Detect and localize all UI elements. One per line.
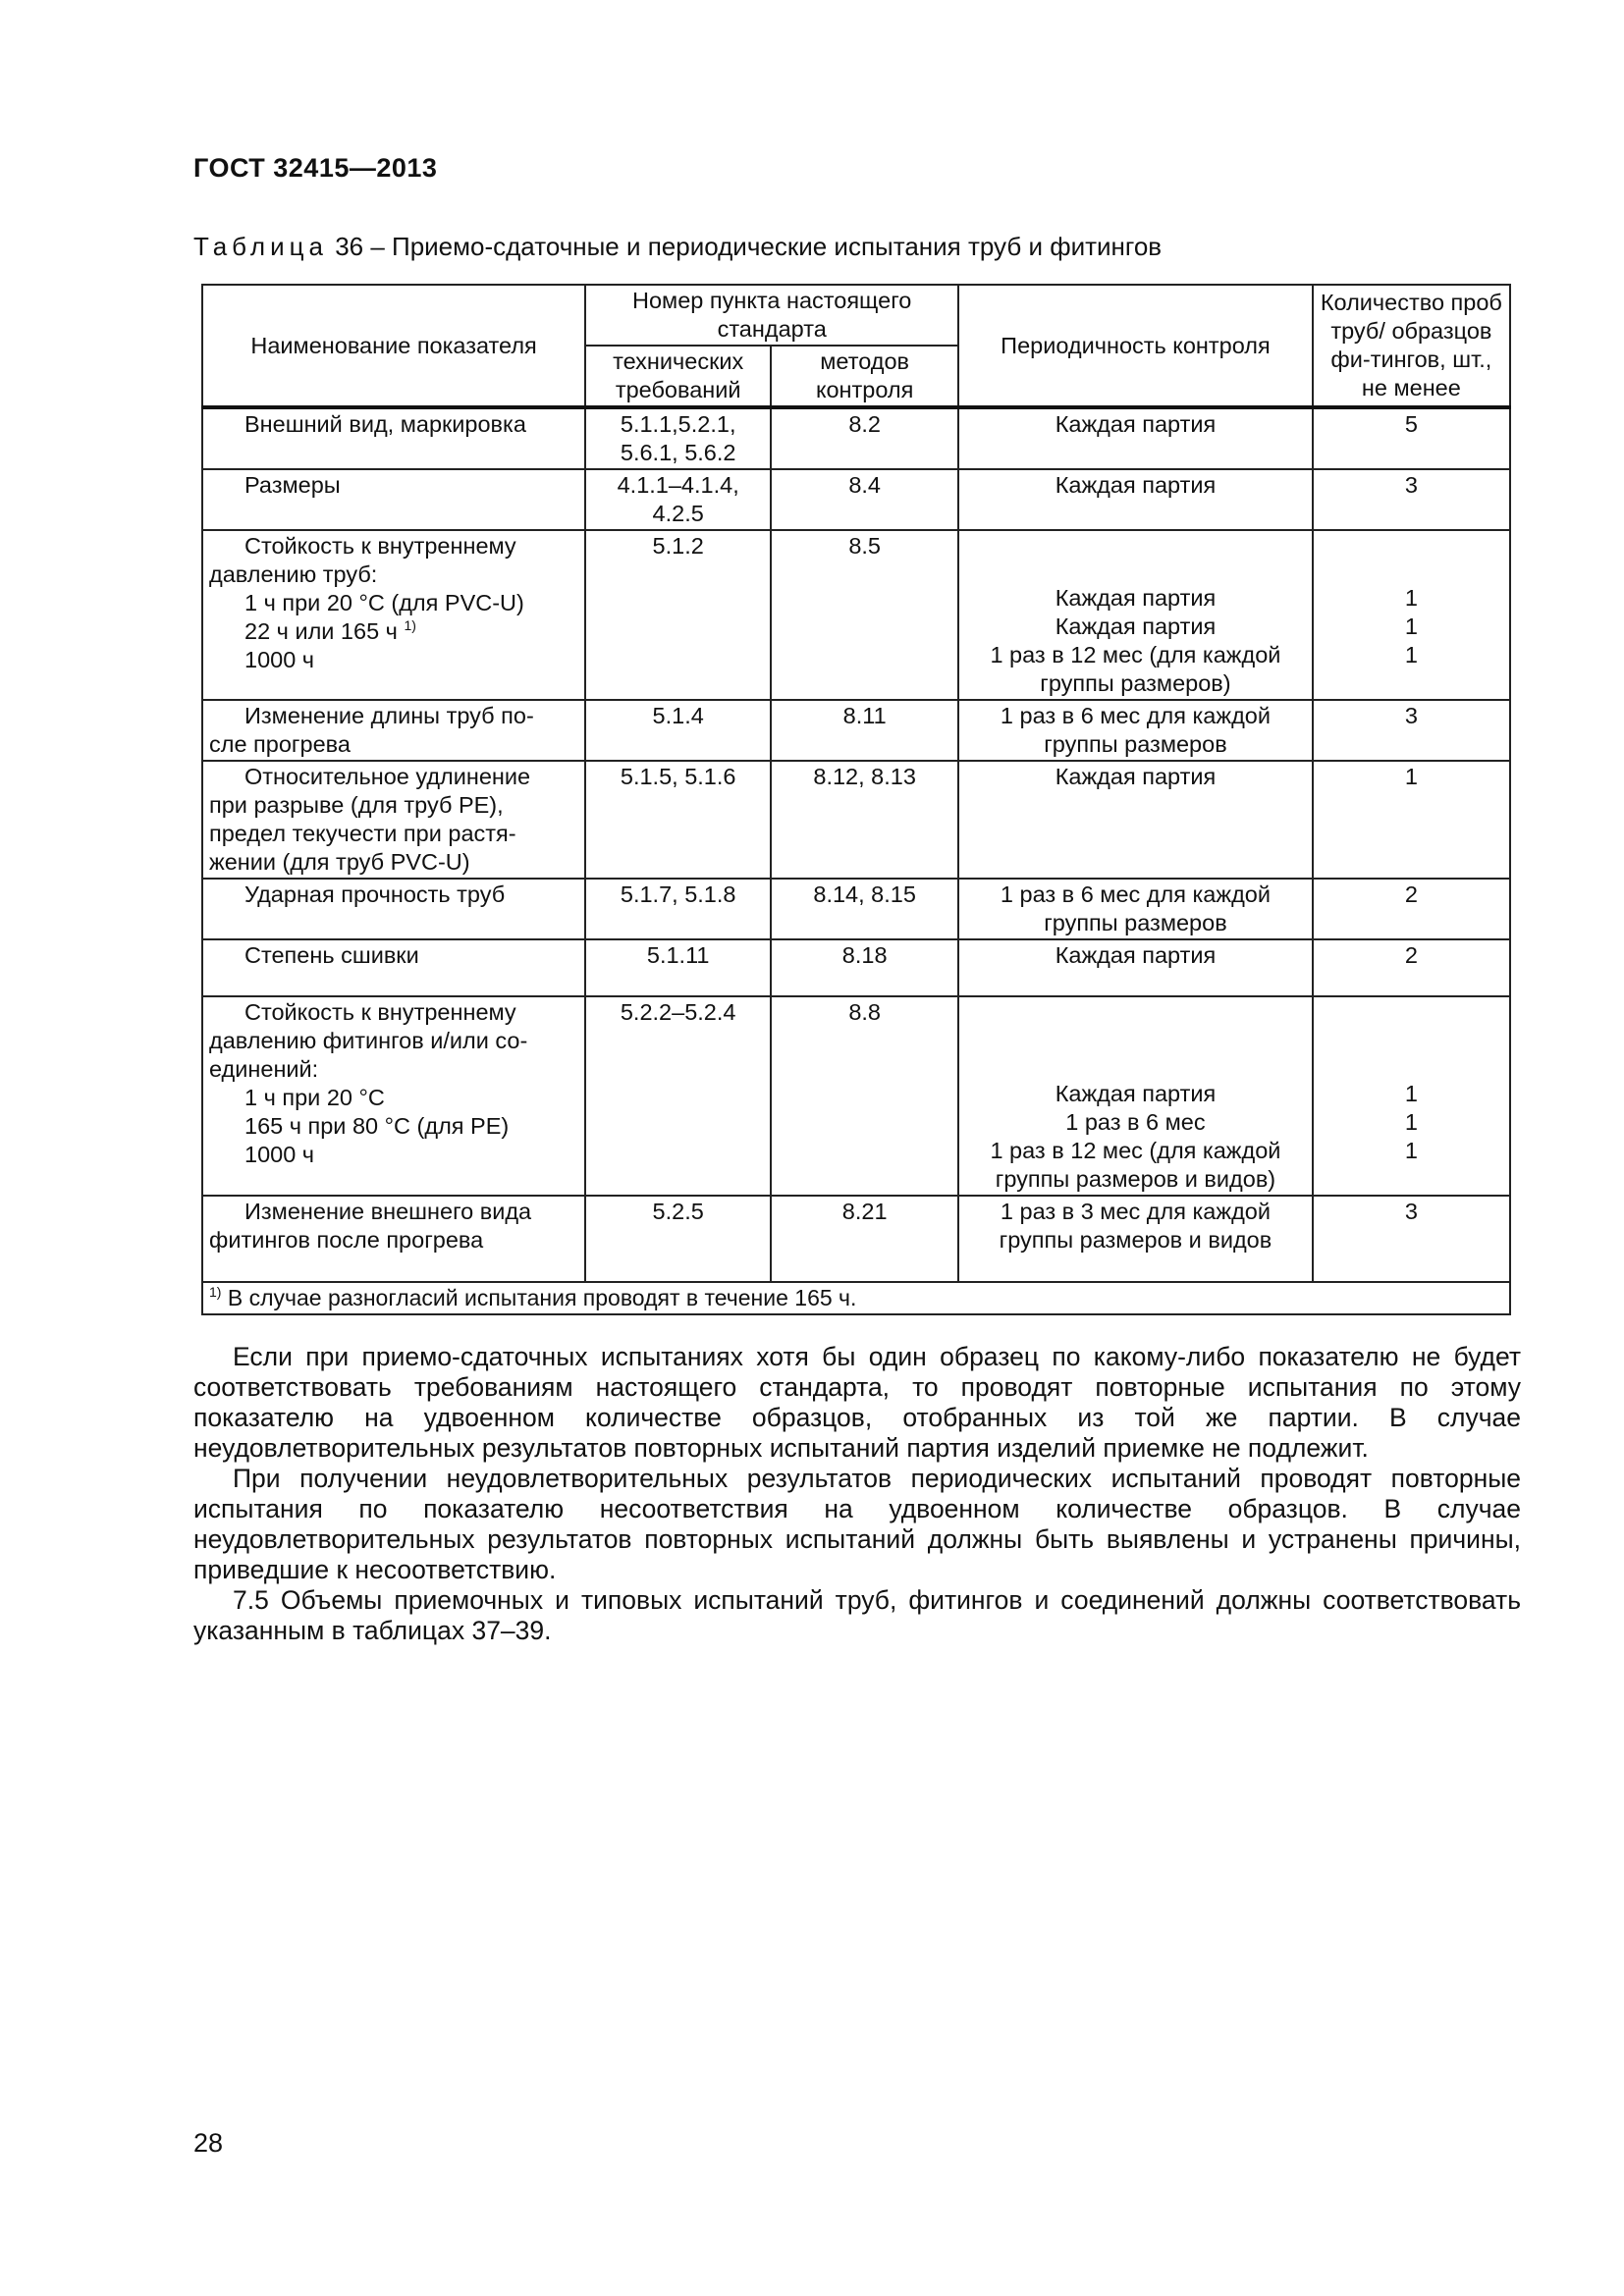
cell-periodicity-line: Каждая партия <box>1055 942 1217 968</box>
cell-periodicity-line: группы размеров <box>1044 731 1227 757</box>
cell-name <box>202 700 585 761</box>
footnote-text: В случае разногласий испытания проводят в течение 165 ч. <box>227 1285 857 1310</box>
paragraph-2: При получении неудовлетворительных результатов периодических испытаний проводят повторные испытания по показателю несоответствия на удвоенном количестве образцов. В случае неудовлетворительных результатов повторных испытаний должны быть выявлены и устранены причины, приведшие к несоответствию. <box>193 1464 1521 1584</box>
cell-name <box>202 407 585 469</box>
table-row <box>202 700 1510 761</box>
cell-quantity <box>1313 700 1510 761</box>
cell-periodicity <box>958 996 1313 1196</box>
cell-name-line: Изменение внешнего вида <box>244 1199 532 1224</box>
cell-tech <box>585 879 771 939</box>
header-tech: технических требований <box>585 346 771 407</box>
cell-periodicity-line: 1 раз в 6 мес для каждой <box>1000 703 1271 728</box>
cell-name-line: давлению труб: <box>209 561 378 587</box>
cell-name-line: 1 ч при 20 °С (для PVC-U) <box>244 590 524 615</box>
cell-periodicity <box>958 530 1313 700</box>
cell-tech-line: 5.1.5, 5.1.6 <box>620 764 736 789</box>
cell-name-line: фитингов после прогрева <box>209 1227 484 1253</box>
page-number: 28 <box>193 2128 224 2158</box>
cell-tech-line: 4.2.5 <box>652 501 704 526</box>
table-row <box>202 996 1510 1196</box>
table-footnote <box>202 1282 1510 1314</box>
cell-quantity-line: 2 <box>1404 942 1418 968</box>
cell-name-line: Ударная прочность труб <box>244 881 506 907</box>
cell-periodicity-line: Каждая партия <box>1055 614 1217 639</box>
cell-periodicity-line: 1 раз в 3 мес для каждой <box>1000 1199 1271 1224</box>
cell-method: 8.11 <box>771 700 958 761</box>
cell-method: 8.4 <box>771 469 958 530</box>
tests-table <box>201 284 1511 1315</box>
cell-name <box>202 939 585 996</box>
cell-name <box>202 469 585 530</box>
header-name: Наименование показателя <box>202 285 585 407</box>
cell-method: 8.18 <box>771 939 958 996</box>
cell-method: 8.12, 8.13 <box>771 761 958 879</box>
cell-periodicity-line: 1 раз в 12 мес (для каждой <box>990 642 1281 667</box>
table-row <box>202 469 1510 530</box>
cell-name <box>202 761 585 879</box>
cell-name <box>202 1196 585 1282</box>
document-header: ГОСТ 32415—2013 <box>193 153 438 183</box>
cell-periodicity <box>958 700 1313 761</box>
cell-periodicity-line: Каждая партия <box>1055 411 1217 437</box>
cell-name-line: 1 ч при 20 °С <box>244 1085 385 1110</box>
cell-quantity-line: 1 <box>1404 614 1418 639</box>
cell-tech <box>585 469 771 530</box>
cell-tech <box>585 407 771 469</box>
cell-method: 8.2 <box>771 407 958 469</box>
cell-periodicity-line: 1 раз в 6 мес для каждой <box>1000 881 1271 907</box>
cell-name <box>202 530 585 700</box>
cell-name-line: Степень сшивки <box>244 942 419 968</box>
header-periodicity: Периодичность контроля <box>958 285 1313 407</box>
cell-quantity-line: 3 <box>1404 703 1418 728</box>
cell-tech <box>585 939 771 996</box>
header-quantity: Количество проб труб/ образцов фи-тингов, шт., не менее <box>1313 285 1510 407</box>
cell-periodicity-line: Каждая партия <box>1055 585 1217 611</box>
cell-tech-line: 5.6.1, 5.6.2 <box>620 440 736 465</box>
cell-tech-line: 5.1.11 <box>646 942 710 968</box>
cell-tech <box>585 700 771 761</box>
cell-periodicity <box>958 939 1313 996</box>
cell-periodicity-line: 1 раз в 12 мес (для каждой <box>990 1138 1281 1163</box>
cell-name-line: Стойкость к внутреннему <box>244 999 516 1025</box>
cell-method: 8.21 <box>771 1196 958 1282</box>
cell-tech-line: 5.1.7, 5.1.8 <box>620 881 736 907</box>
cell-periodicity-line: Каждая партия <box>1055 472 1217 498</box>
cell-name-line: 1000 ч <box>244 1142 315 1167</box>
cell-method: 8.8 <box>771 996 958 1196</box>
cell-name <box>202 996 585 1196</box>
cell-name-line: сле прогрева <box>209 731 351 757</box>
table-row <box>202 761 1510 879</box>
cell-quantity-line: 1 <box>1404 585 1418 611</box>
cell-tech-line: 5.1.2 <box>652 533 704 559</box>
header-methods: методов контроля <box>771 346 958 407</box>
cell-name-line: давлению фитингов и/или со- <box>209 1028 528 1053</box>
cell-quantity <box>1313 996 1510 1196</box>
cell-name-line: Внешний вид, маркировка <box>244 411 526 437</box>
cell-quantity <box>1313 1196 1510 1282</box>
cell-name <box>202 879 585 939</box>
table-row <box>202 879 1510 939</box>
cell-tech-line: 5.2.5 <box>652 1199 704 1224</box>
cell-periodicity-line: 1 раз в 6 мес <box>1065 1109 1206 1135</box>
cell-quantity <box>1313 939 1510 996</box>
cell-periodicity-line: группы размеров и видов <box>999 1227 1272 1253</box>
cell-quantity <box>1313 407 1510 469</box>
cell-tech <box>585 996 771 1196</box>
cell-quantity-line: 2 <box>1404 881 1418 907</box>
cell-name-line: жении (для труб PVC-U) <box>209 849 470 875</box>
cell-quantity-line: 5 <box>1404 411 1418 437</box>
cell-periodicity <box>958 879 1313 939</box>
table-row <box>202 939 1510 996</box>
cell-method: 8.5 <box>771 530 958 700</box>
cell-quantity-line: 1 <box>1404 1138 1418 1163</box>
cell-tech-line: 5.1.1,5.2.1, <box>620 411 736 437</box>
cell-periodicity-line: Каждая партия <box>1055 1081 1217 1106</box>
cell-name-line: при разрыве (для труб PE), <box>209 792 504 818</box>
table-row <box>202 407 1510 469</box>
cell-periodicity <box>958 1196 1313 1282</box>
cell-periodicity-line: группы размеров и видов) <box>995 1166 1276 1192</box>
cell-quantity-line: 3 <box>1404 1199 1418 1224</box>
cell-name-line: Размеры <box>244 472 341 498</box>
cell-quantity-line: 1 <box>1404 764 1418 789</box>
cell-periodicity-line: Каждая партия <box>1055 764 1217 789</box>
header-clause-group: Номер пункта настоящего стандарта <box>585 285 958 346</box>
paragraph-3: 7.5 Объемы приемочных и типовых испытаний труб, фитингов и соединений должны соответствовать указанным в таблицах 37–39. <box>193 1585 1521 1645</box>
cell-name-line: 22 ч или 165 ч $^{1)}$ <box>244 617 416 644</box>
table-caption <box>193 232 1162 262</box>
cell-periodicity <box>958 761 1313 879</box>
cell-periodicity <box>958 407 1313 469</box>
cell-periodicity <box>958 469 1313 530</box>
cell-periodicity-line: группы размеров <box>1044 910 1227 935</box>
footnote-ref: 1) <box>404 617 416 633</box>
cell-tech-line: 5.1.4 <box>652 703 704 728</box>
cell-name-line: 1000 ч <box>244 647 315 672</box>
cell-quantity-line: 1 <box>1404 1109 1418 1135</box>
cell-tech <box>585 1196 771 1282</box>
table-caption-text: 36 – Приемо-сдаточные и периодические испытания труб и фитингов <box>335 232 1163 261</box>
cell-tech <box>585 761 771 879</box>
cell-tech <box>585 530 771 700</box>
cell-quantity <box>1313 879 1510 939</box>
cell-quantity-line: 1 <box>1404 642 1418 667</box>
cell-name-line: Изменение длины труб по- <box>244 703 534 728</box>
cell-quantity-line: 1 <box>1404 1081 1418 1106</box>
cell-tech-line: 4.1.1–4.1.4, <box>617 472 739 498</box>
cell-name-line: Относительное удлинение <box>244 764 531 789</box>
cell-quantity-line: 3 <box>1404 472 1418 498</box>
cell-periodicity-line: группы размеров) <box>1040 670 1231 696</box>
cell-quantity <box>1313 530 1510 700</box>
footnote-mark: 1) <box>209 1284 222 1300</box>
cell-name-line: предел текучести при растя- <box>209 821 516 846</box>
cell-method: 8.14, 8.15 <box>771 879 958 939</box>
cell-quantity <box>1313 469 1510 530</box>
cell-tech-line: 5.2.2–5.2.4 <box>620 999 736 1025</box>
cell-name-line: Стойкость к внутреннему <box>244 533 516 559</box>
table-caption-word: Таблица <box>193 232 328 261</box>
cell-quantity <box>1313 761 1510 879</box>
cell-name-line: 165 ч при 80 °С (для PE) <box>244 1113 510 1139</box>
table-row <box>202 1196 1510 1282</box>
cell-name-line: единений: <box>209 1056 319 1082</box>
paragraph-1: Если при приемо-сдаточных испытаниях хотя бы один образец по какому-либо показателю не будет соответствовать требованиям настоящего стандарта, то проводят повторные испытания по этому показателю на удвоенном количестве образцов, отобранных из той же партии. В случае неудовлетворительных результатов повторных испытаний партия изделий приемке не подлежит. <box>193 1342 1521 1463</box>
table-row <box>202 530 1510 700</box>
